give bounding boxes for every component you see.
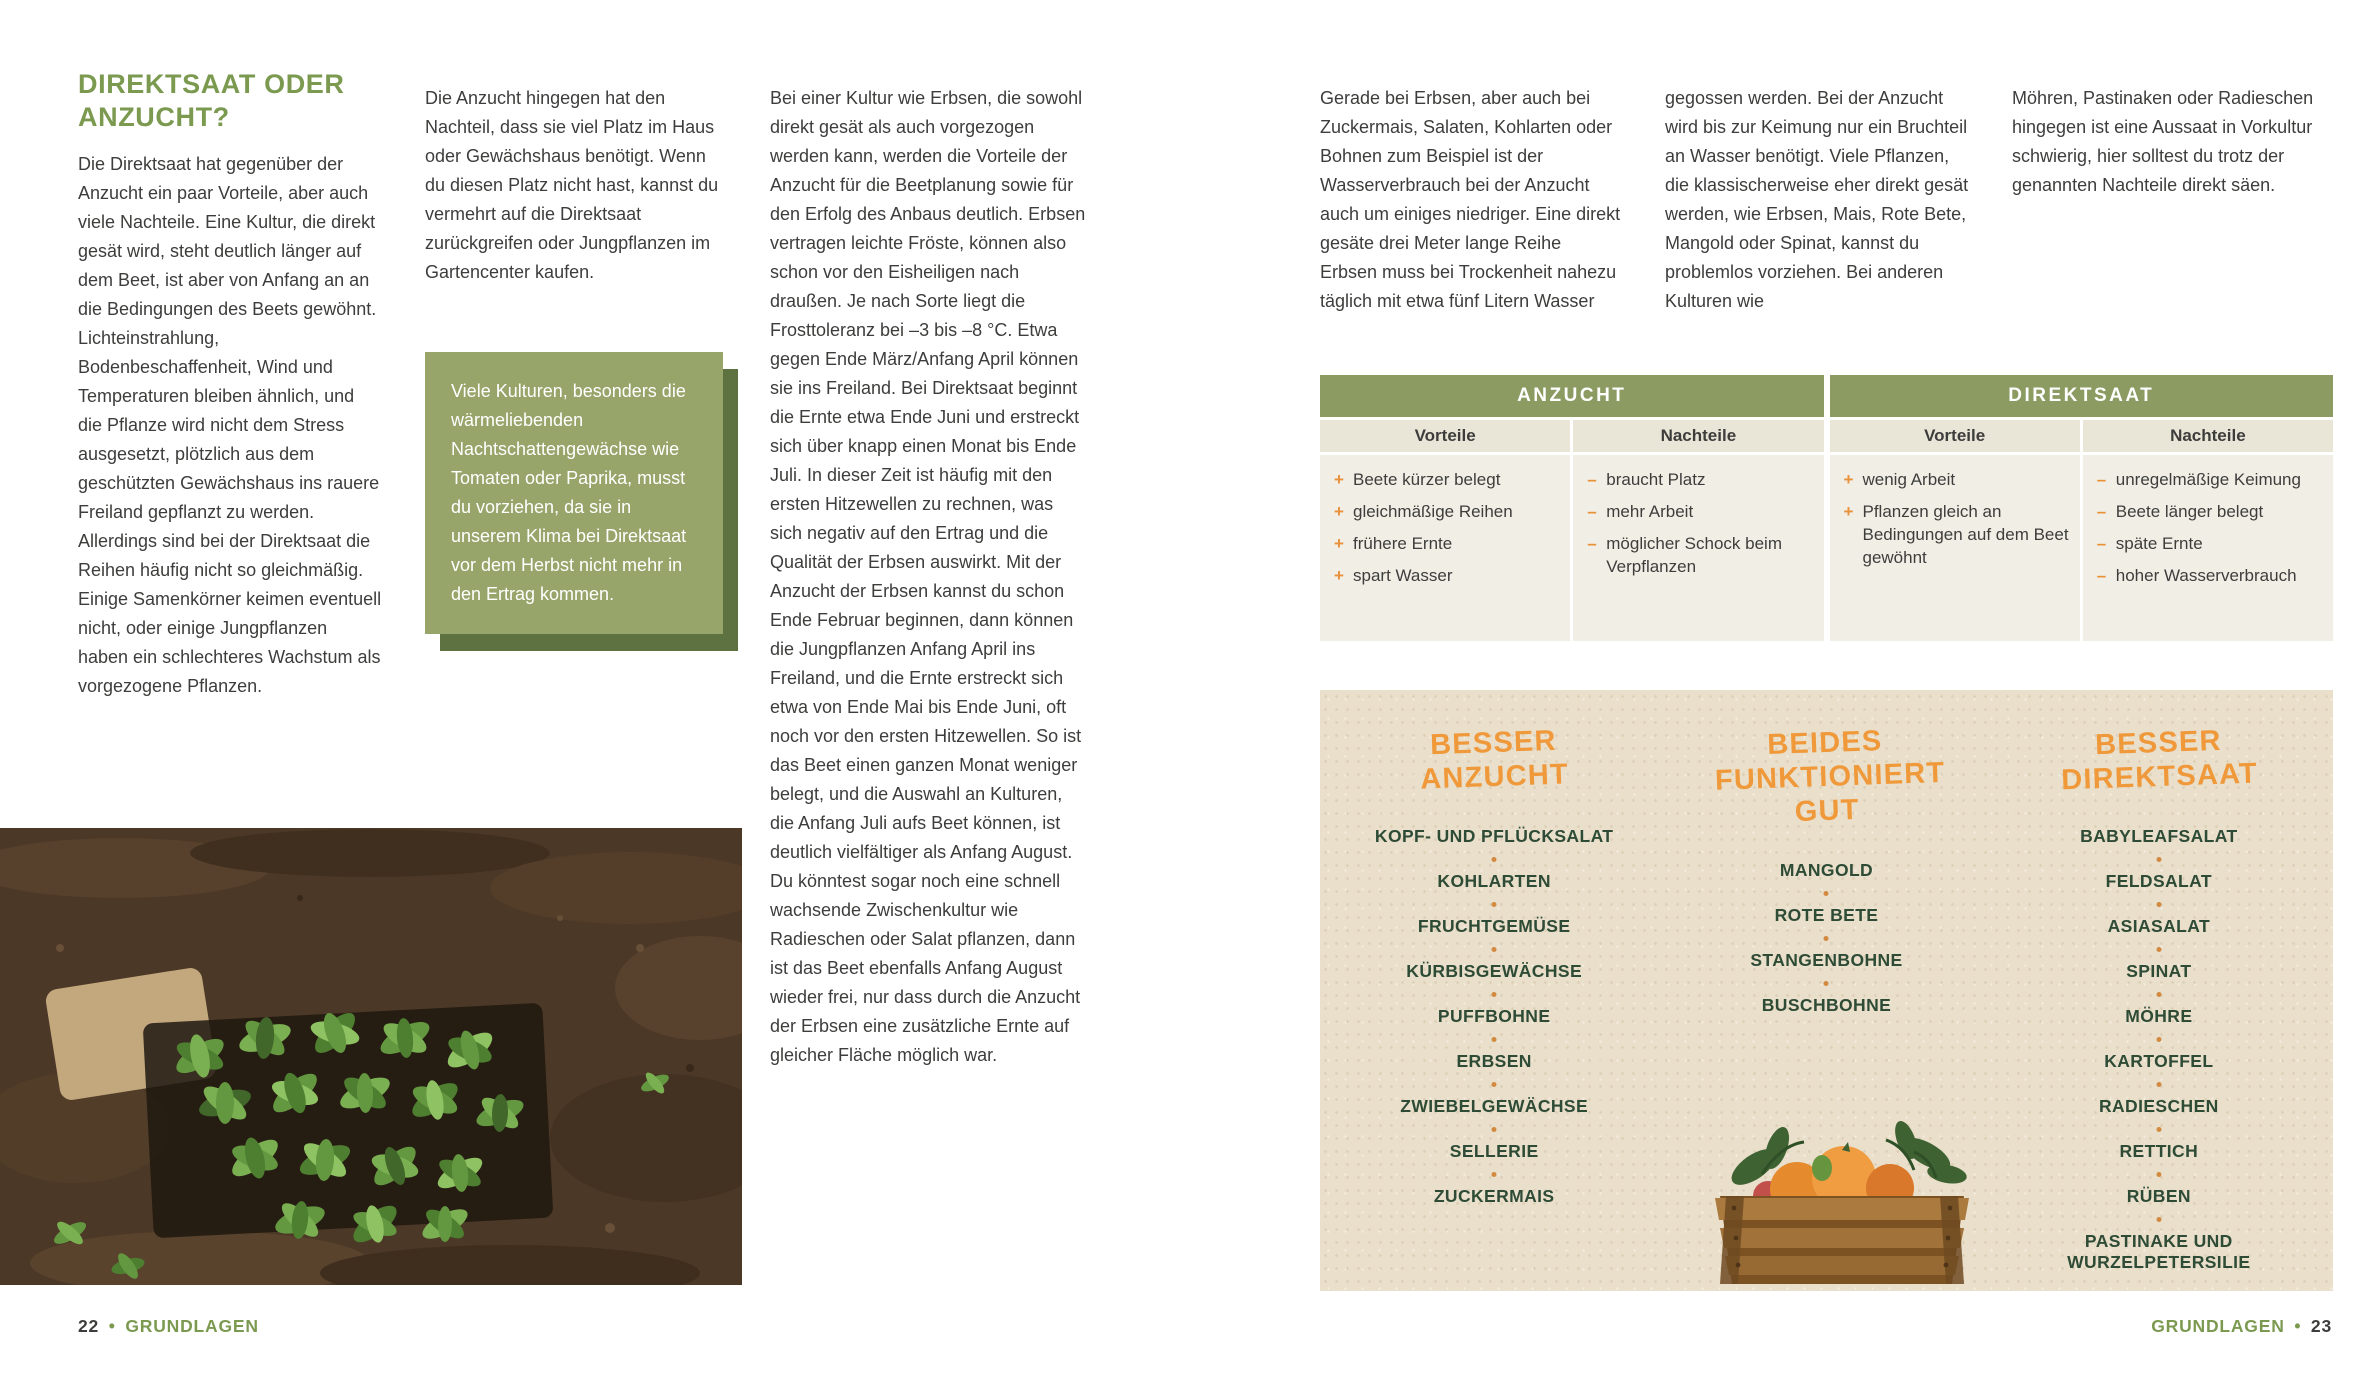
minus-marker: – (2096, 470, 2107, 489)
page-number: 23 (2310, 1316, 2332, 1336)
anzucht-vorteile-cell (1320, 455, 1570, 641)
crop-name: KOHLARTEN (1328, 859, 1660, 904)
crop-name: FELDSALAT (1993, 859, 2325, 904)
crop-name: STANGENBOHNE (1660, 938, 1992, 983)
crop-name: SPINAT (1993, 949, 2325, 994)
page-number: 22 (78, 1316, 100, 1336)
crop-name: KOPF- UND PFLÜCKSALAT (1374, 826, 1614, 846)
table-item-text: Beete kürzer belegt (1353, 470, 1501, 489)
table-half-anzucht (1320, 375, 1824, 641)
table-item-text: braucht Platz (1606, 470, 1706, 489)
text-column-1: Die Direktsaat hat gegenüber der Anzucht ein paar Vorteile, aber auch viele Nachteile. Eine Kultur, die direkt gesät wird, steht deutlich länger auf dem Beet, ist aber von Anfang an an die Bedingungen des Beets gewöhnt. Lichteinstrahlung, Bodenbeschaffenheit, Wind und Temperaturen bleiben ähnlich, und die Pflanze wird nicht dem Stress ausgesetzt, plötzlich aus dem geschützten Gewächshaus ins rauere Freiland gepflanzt zu werden. Allerdings sind bei der Direktsaat die Reihen häufig nicht so gleichmäßig. Einige Samenkörner keimen eventuell nicht, oder einige Jungpflanzen haben ein schlechteres Wachstum als vorgezogene Pflanzen. (78, 154, 382, 696)
plus-marker: + (1843, 502, 1854, 521)
table-item (2097, 500, 2323, 523)
text-column-5: gegossen werden. Bei der Anzucht wird bis zur Keimung nur ein Bruchteil an Wasser benötigt. Viele Pflanzen, die klassischerweise eher direkt gesät werden, wie Erbsen, Mais, Rote Bete, Mangold oder Spinat, kannst du problemlos vorziehen. Bei anderen Kulturen wie (1665, 88, 1969, 311)
table-item (1587, 500, 1813, 523)
footer-separator: • (2294, 1316, 2302, 1336)
crop-name: ERBSEN (1328, 1039, 1660, 1084)
crop-name: FRUCHTGEMÜSE (1328, 904, 1660, 949)
table-item-text: möglicher Schock beim Verpflanzen (1606, 534, 1782, 576)
seedlings-photo (0, 828, 742, 1285)
seedlings-photo-illustration (0, 828, 742, 1285)
table-item-text: unregelmäßige Keimung (2115, 470, 2301, 489)
subheader-vorteile: Vorteile (1830, 420, 2080, 452)
crop-name: MANGOLD (1779, 860, 1874, 880)
crop-name: BUSCHBOHNE (1660, 983, 1992, 1028)
plus-marker: + (1334, 566, 1344, 585)
vegetable-crate-illustration (1692, 1112, 1992, 1287)
article-heading: DIREKTSAAT ODER ANZUCHT? (78, 69, 345, 132)
page-footer-right (2147, 1316, 2332, 1337)
table-body-row (1320, 455, 1824, 641)
table-half-direktsaat (1830, 375, 2334, 641)
minus-marker: – (1587, 534, 1597, 553)
table-item (1587, 532, 1813, 578)
panel-column-besser-direktsaat (1993, 726, 2325, 1285)
crop-name: SELLERIE (1328, 1129, 1660, 1174)
plus-marker: + (1334, 502, 1344, 521)
table-item-text: spart Wasser (1353, 566, 1453, 585)
panel-column-besser-anzucht (1328, 726, 1660, 1285)
text-column-4: Gerade bei Erbsen, aber auch bei Zuckermais, Salaten, Kohlarten oder Bohnen zum Beispiel ist der Wasserverbrauch bei der Anzucht auch um einiges niedriger. Eine direkt gesäte drei Meter lange Reihe Erbsen muss bei Trockenheit nahezu täglich mit etwa fünf Litern Wasser (1320, 88, 1621, 311)
subheader-nachteile: Nachteile (1573, 420, 1823, 452)
crop-name: RADIESCHEN (1993, 1084, 2325, 1129)
panel-heading: BEIDES FUNKTIONIERT GUT (1714, 725, 1947, 829)
crop-name: PUFFBOHNE (1328, 994, 1660, 1039)
table-item (1334, 564, 1560, 587)
panel-list (1993, 814, 2325, 1285)
crop-name: ZUCKERMAIS (1328, 1174, 1660, 1219)
panel-list (1328, 814, 1660, 1219)
crop-name: ROTE BETE (1660, 893, 1992, 938)
plus-marker: + (1334, 534, 1344, 553)
plus-marker: + (1334, 470, 1344, 489)
direktsaat-nachteile-cell (2083, 455, 2333, 641)
table-item (1334, 500, 1560, 523)
text-column-2: Die Anzucht hingegen hat den Nachteil, dass sie viel Platz im Haus oder Gewächshaus benötigt. Wenn du diesen Platz nicht hast, kannst du vermehrt auf die Direktsaat zurückgreifen oder Jungpflanzen im Gartencenter kaufen. (425, 88, 719, 282)
table-item-text: wenig Arbeit (1862, 470, 1956, 489)
table-item (2097, 532, 2323, 555)
table-body-row (1830, 455, 2334, 641)
table-item (2097, 564, 2323, 587)
panel-heading: BESSER ANZUCHT (1419, 724, 1570, 796)
table-subheader-row (1320, 420, 1824, 452)
crop-name: KÜRBISGEWÄCHSE (1328, 949, 1660, 994)
table-item (1844, 468, 2070, 491)
table-item-text: hoher Wasserverbrauch (2115, 566, 2297, 585)
recommendation-panel (1320, 690, 2333, 1291)
table-header-anzucht: ANZUCHT (1320, 375, 1824, 417)
table-item (1587, 468, 1813, 491)
crop-name: ASIASALAT (1993, 904, 2325, 949)
table-item-text: Beete länger belegt (2115, 502, 2264, 521)
crop-name: KARTOFFEL (1993, 1039, 2325, 1084)
crop-name: ZWIEBELGEWÄCHSE (1328, 1084, 1660, 1129)
callout-box (425, 352, 723, 634)
panel-heading: BESSER DIREKTSAAT (2060, 724, 2259, 797)
page-right (1181, 0, 2362, 1388)
footer-separator: • (108, 1316, 116, 1336)
crop-name: MÖHRE (1993, 994, 2325, 1039)
table-item-text: späte Ernte (2115, 534, 2203, 553)
minus-marker: – (1587, 470, 1597, 489)
subheader-nachteile: Nachteile (2083, 420, 2333, 452)
table-item (2097, 468, 2323, 491)
direktsaat-vorteile-cell (1830, 455, 2080, 641)
table-item-text: frühere Ernte (1353, 534, 1453, 553)
table-item (1334, 532, 1560, 555)
subheader-vorteile: Vorteile (1320, 420, 1570, 452)
page-footer-left (78, 1316, 263, 1337)
vegetable-crate-svg (1692, 1112, 1992, 1287)
crop-name: RÜBEN (1993, 1174, 2325, 1219)
table-item-text: mehr Arbeit (1606, 502, 1694, 521)
crop-name: PASTINAKE UND WURZELPETERSILIE (1993, 1219, 2325, 1285)
table-subheader-row (1830, 420, 2334, 452)
plus-marker: + (1843, 470, 1854, 489)
table-header-direktsaat: DIREKTSAAT (1830, 375, 2334, 417)
callout-text: Viele Kulturen, besonders die wärmeliebenden Nachtschattengewächse wie Tomaten oder Paprika, musst du vorziehen, da sie in unserem Klima bei Direktsaat vor dem Herbst nicht mehr in den Ertrag kommen. (451, 381, 687, 604)
text-column-3: Bei einer Kultur wie Erbsen, die sowohl direkt gesät als auch vorgezogen werden kann, werden die Vorteile der Anzucht für die Beetplanung sowie für den Erfolg des Anbaus deutlich. Erbsen vertragen leichte Fröste, können also schon vor den Eisheiligen nach draußen. Je nach Sorte liegt die Frosttoleranz bei –3 bis –8 °C. Etwa gegen Ende März/Anfang April können sie ins Freiland. Bei Direktsaat beginnt die Ernte etwa Ende Juni und erstreckt sich über knapp einen Monat bis Ende Juli. In dieser Zeit ist häufig mit den ersten Hitzewellen zu rechnen, was sich negativ auf den Ertrag und die Qualität der Erbsen auswirkt. Mit der Anzucht der Erbsen kannst du schon Ende Februar beginnen, dann können die Jungpflanzen Anfang April ins Freiland, und die Ernte erstreckt sich etwa von Ende Mai bis Ende Juni, oft noch vor den ersten Hitzewellen. So ist das Beet einen ganzen Monat weniger belegt, und die Auswahl an Kulturen, die Anfang Juli aufs Beet können, ist deutlich vielfältiger als Anfang August. Du könntest sogar noch eine schnell wachsende Zwischenkultur wie Radieschen oder Salat pflanzen, dann ist das Beet ebenfalls Anfang August wieder frei, nur dass durch die Anzucht der Erbsen eine zusätzliche Ernte auf gleicher Fläche möglich war. (770, 88, 1086, 1065)
section-label: GRUNDLAGEN (2151, 1316, 2285, 1336)
minus-marker: – (1587, 502, 1597, 521)
section-label: GRUNDLAGEN (125, 1316, 259, 1336)
crop-name: RETTICH (1993, 1129, 2325, 1174)
crop-name: BABYLEAFSALAT (2080, 826, 2238, 846)
comparison-table (1320, 375, 2333, 641)
table-item (1844, 500, 2070, 569)
table-item-text: gleichmäßige Reihen (1353, 502, 1513, 521)
minus-marker: – (2096, 534, 2107, 553)
minus-marker: – (2096, 502, 2107, 521)
text-column-6: Möhren, Pastinaken oder Radieschen hingegen ist eine Aussaat in Vorkultur schwierig, hier solltest du trotz der genannten Nachteile direkt säen. (2012, 88, 2314, 195)
panel-list (1660, 848, 1992, 1028)
minus-marker: – (2096, 566, 2107, 585)
table-item-text: Pflanzen gleich an Bedingungen auf dem Beet gewöhnt (1862, 502, 2069, 567)
table-item (1334, 468, 1560, 491)
anzucht-nachteile-cell (1573, 455, 1823, 641)
crate-box (1715, 1196, 1969, 1284)
